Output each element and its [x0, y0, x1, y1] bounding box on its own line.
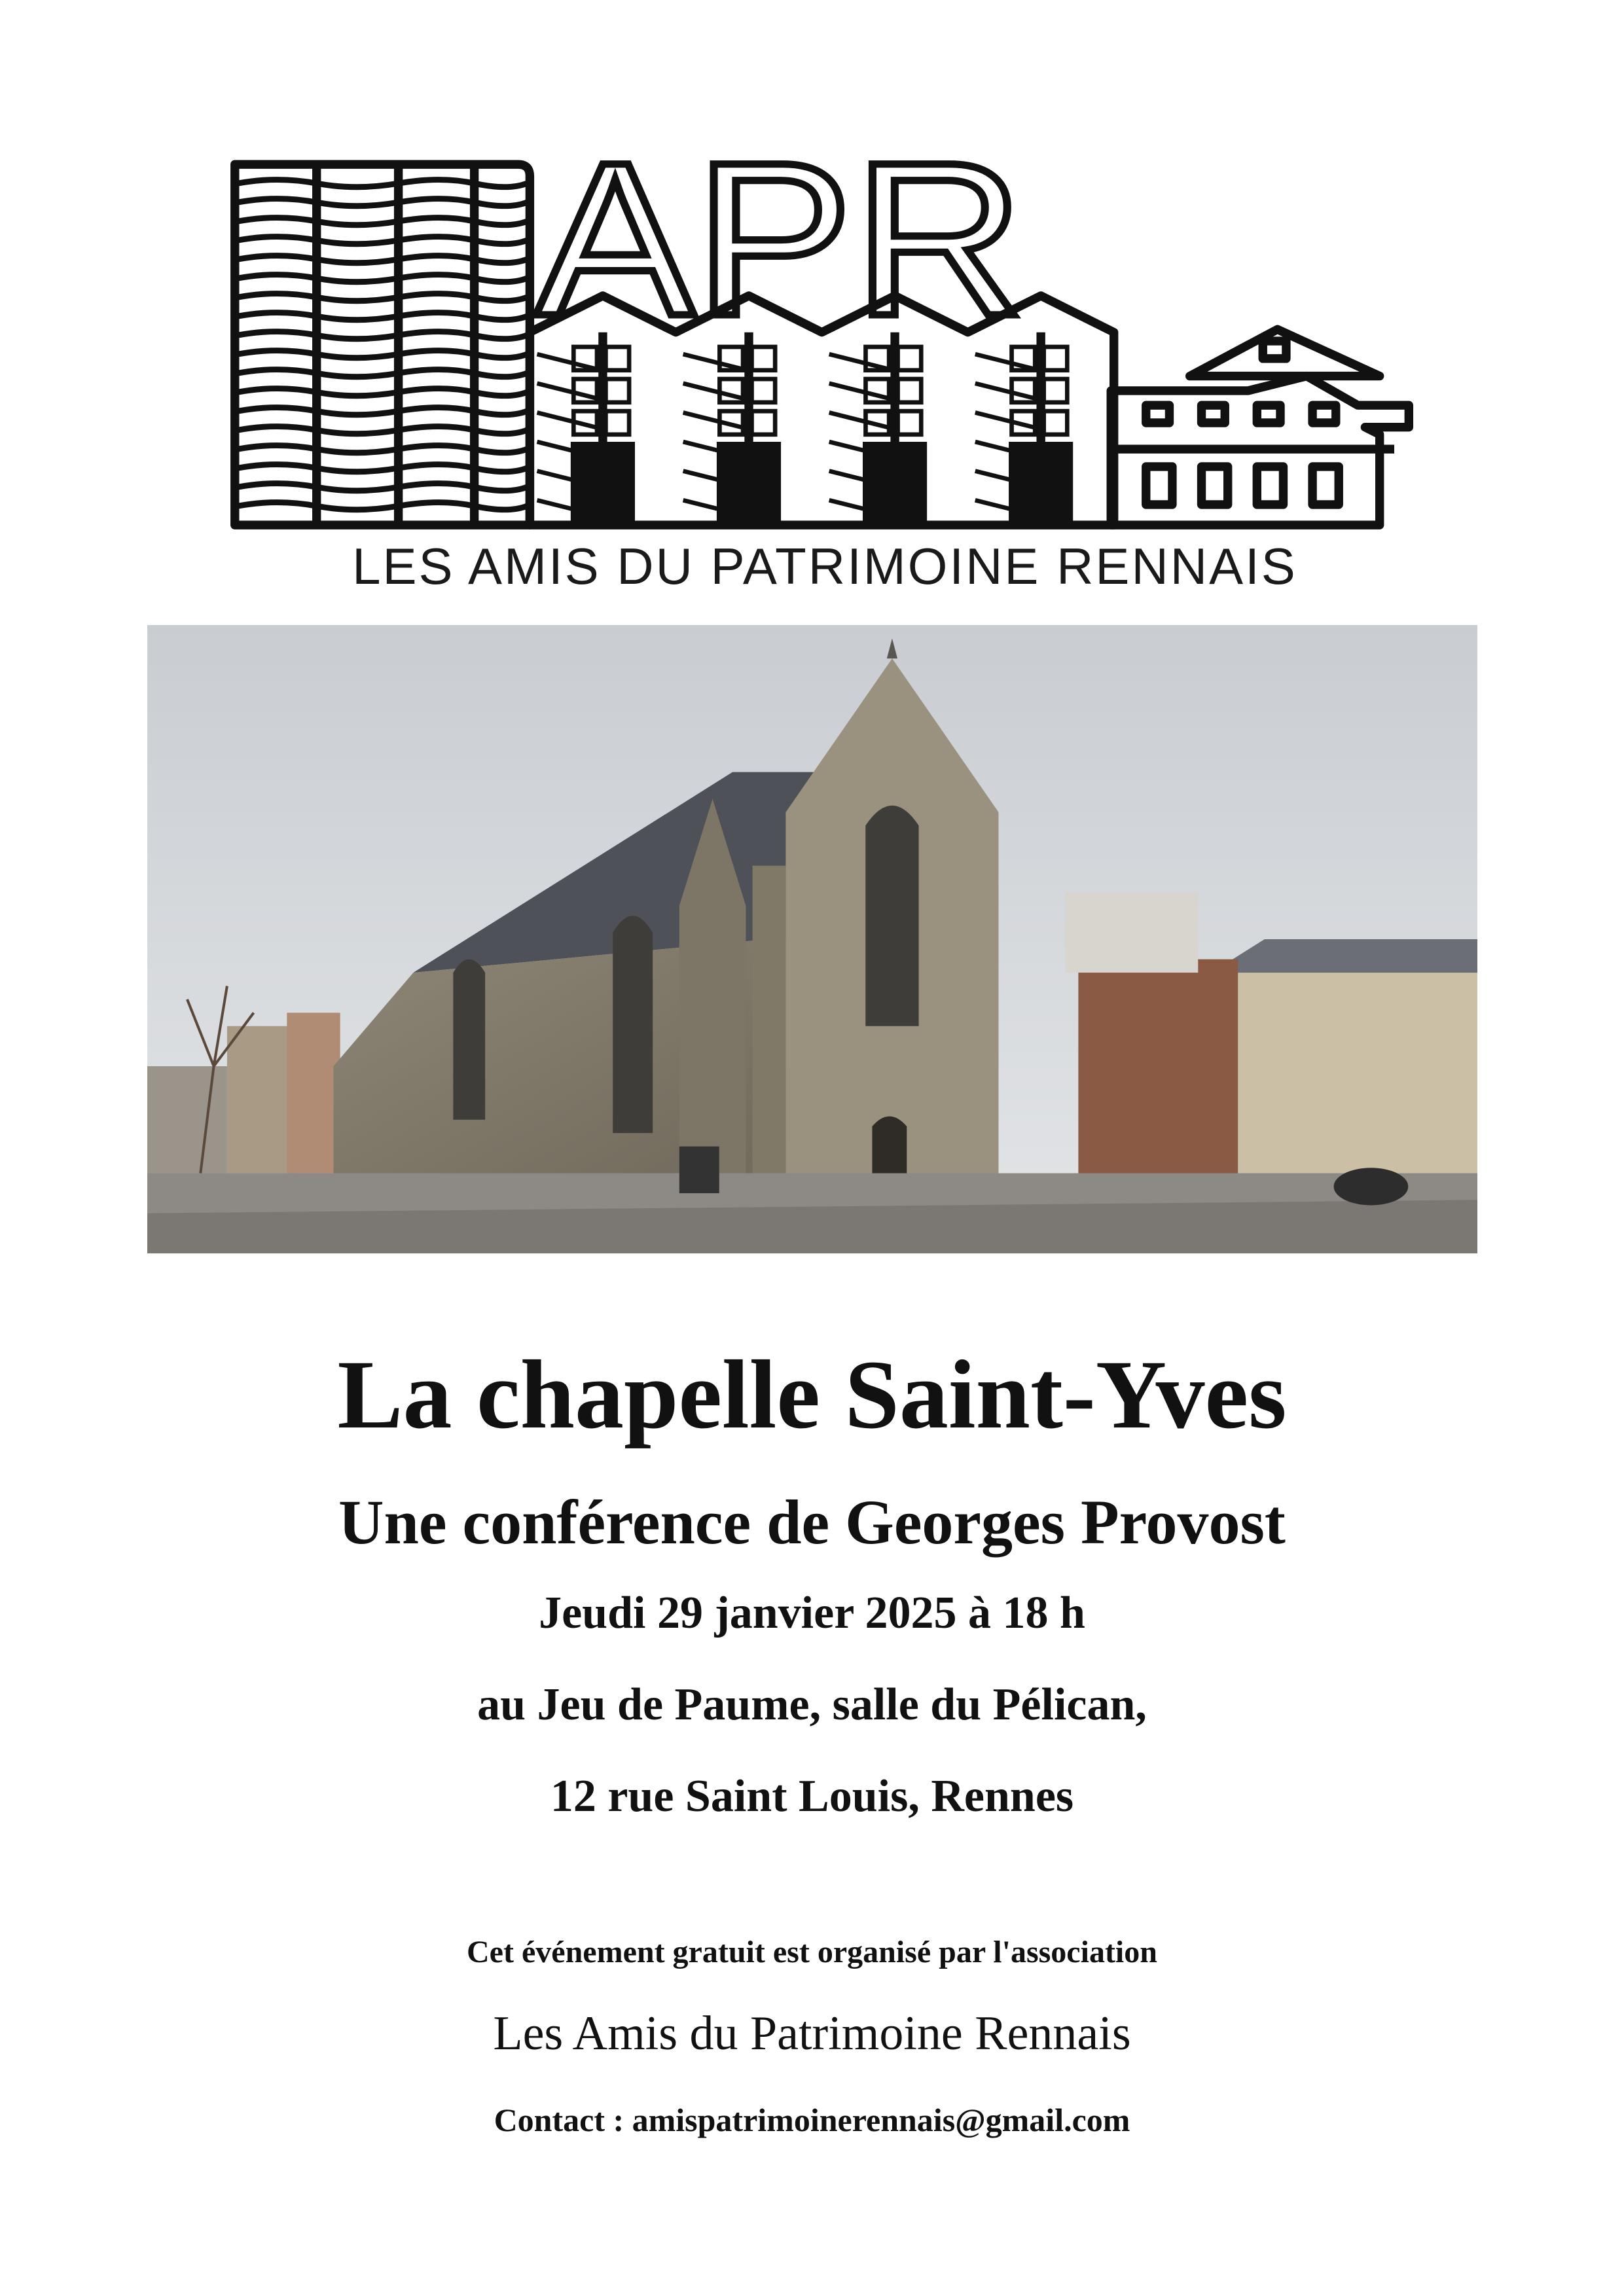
event-address: 12 rue Saint Louis, Rennes — [550, 1771, 1074, 1821]
logo-caption: LES AMIS DU PATRIMOINE RENNAIS — [352, 537, 1297, 595]
organised-by-text: Cet événement gratuit est organisé par l'association — [467, 1935, 1157, 1969]
event-subtitle: Une conférence de Georges Provost — [338, 1487, 1286, 1557]
event-date: Jeudi 29 janvier 2025 à 18 h — [539, 1588, 1085, 1638]
logo-letters: APR — [535, 157, 1025, 361]
contact-email: Contact : amispatrimoinerennais@gmail.com — [494, 2102, 1130, 2138]
event-title: La chapelle Saint-Yves — [337, 1340, 1287, 1449]
apr-logo — [209, 157, 1440, 537]
chapel-photo — [147, 625, 1477, 1253]
event-venue: au Jeu de Paume, salle du Pélican, — [477, 1679, 1147, 1730]
association-name: Les Amis du Patrimoine Rennais — [493, 2007, 1131, 2060]
